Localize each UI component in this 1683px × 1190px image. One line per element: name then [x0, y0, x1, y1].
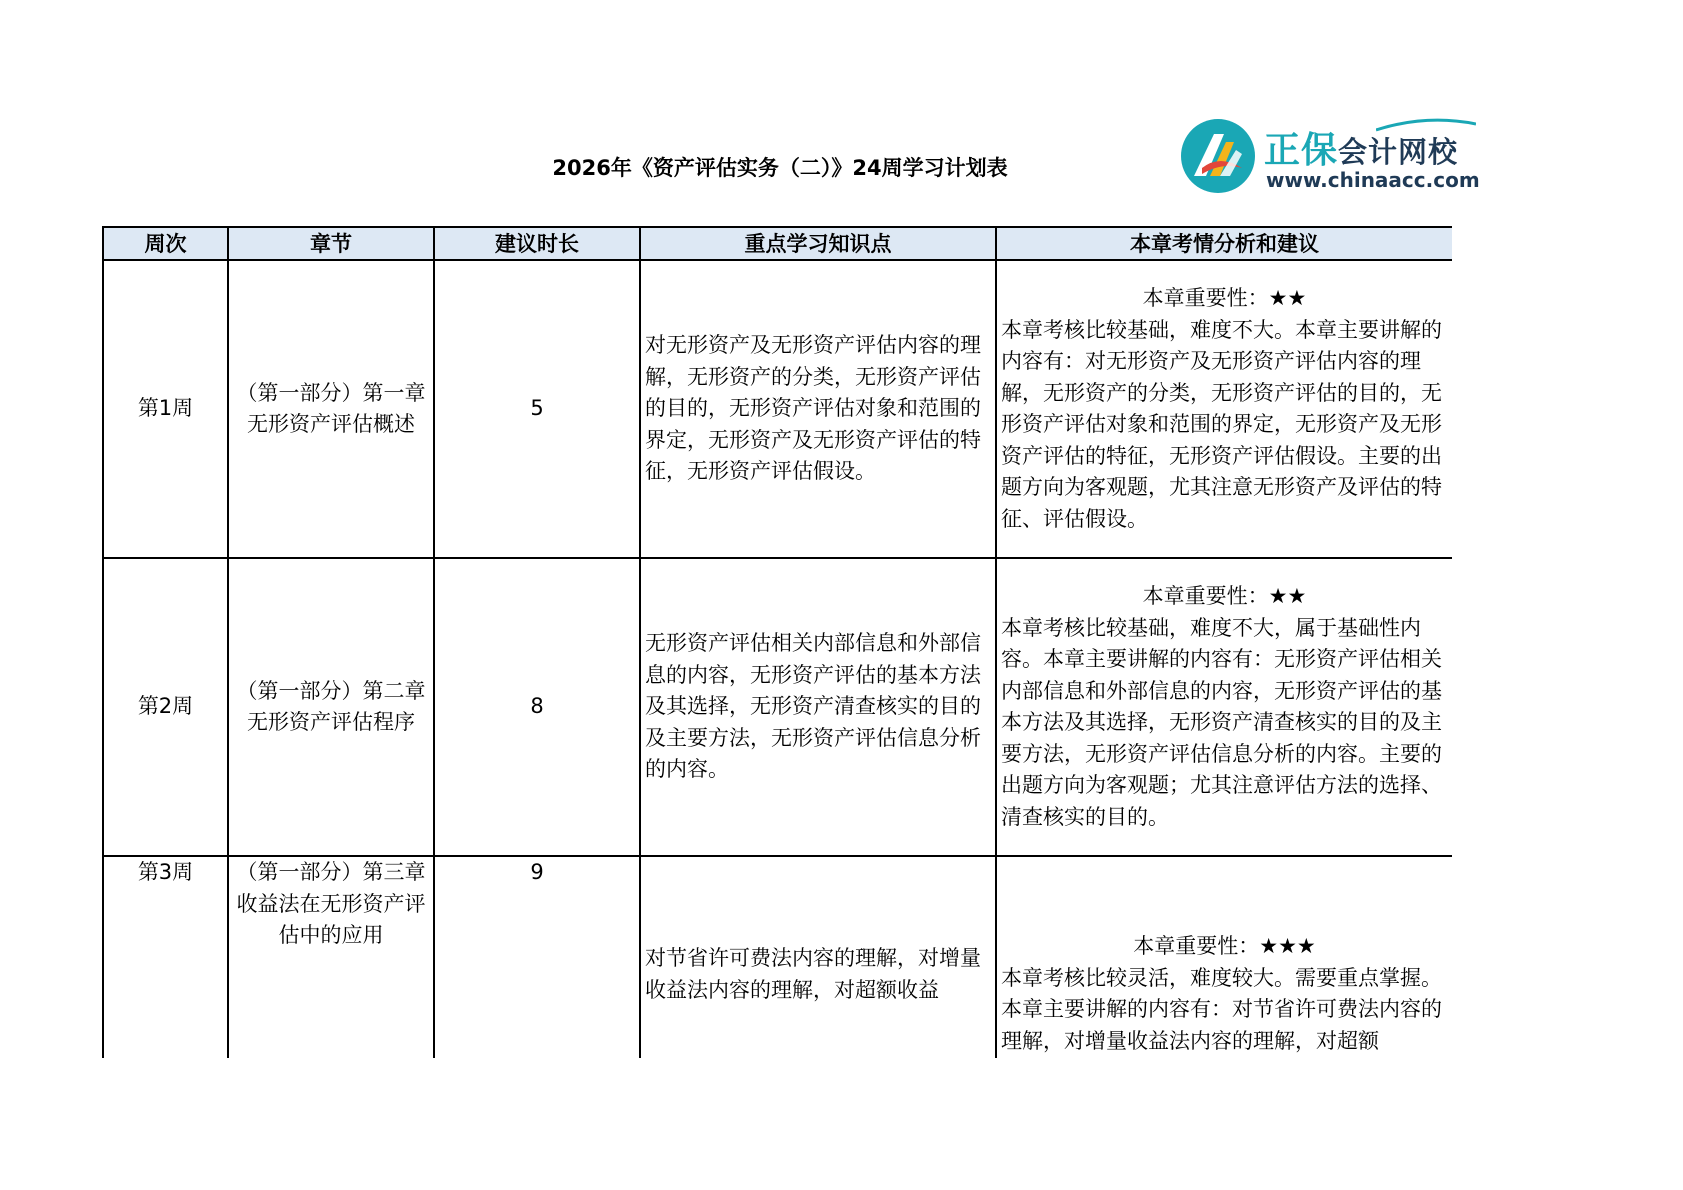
study-plan-sheet — [102, 226, 1452, 1058]
analysis-text: 本章考核比较灵活，难度较大。需要重点掌握。本章主要讲解的内容有：对节省许可费法内容的理解，对增量收益法内容的理解，对超额 — [1001, 965, 1442, 1053]
logo-url: www.chinaacc.com — [1266, 168, 1480, 192]
page-title: 2026年《资产评估实务（二）》24周学习计划表 — [552, 156, 1008, 180]
logo-brand-primary: 正保 — [1264, 130, 1339, 171]
chapter-cell: （第一部分）第一章 无形资产评估概述 — [228, 260, 434, 558]
analysis-cell — [996, 856, 1452, 1058]
header-hours: 建议时长 — [434, 227, 640, 260]
study-plan-table — [102, 226, 1452, 1058]
analysis-text: 本章考核比较基础，难度不大，属于基础性内容。本章主要讲解的内容有：无形资产评估相关内部信息和外部信息的内容，无形资产评估的基本方法及其选择，无形资产清查核实的目的及主要方法，无形资产评估信息分析的内容。主要的出题方向为客观题；尤其注意评估方法的选择、清查核实的目的。 — [1001, 615, 1442, 829]
analysis-text: 本章考核比较基础，难度不大。本章主要讲解的内容有：对无形资产及无形资产评估内容的理解，无形资产的分类，无形资产评估的目的，无形资产评估对象和范围的界定，无形资产及无形资产评估的特征，无形资产评估假设。主要的出题方向为客观题，尤其注意无形资产及评估的特征、评估假设。 — [1001, 317, 1442, 531]
points-cell: 对无形资产及无形资产评估内容的理解，无形资产的分类，无形资产评估的目的，无形资产评估对象和范围的界定，无形资产及无形资产评估的特征，无形资产评估假设。 — [640, 260, 996, 558]
header-points: 重点学习知识点 — [640, 227, 996, 260]
logo-swoosh-icon — [1376, 118, 1476, 132]
table-row — [103, 856, 1452, 1058]
importance-rating: 本章重要性：★★ — [1142, 286, 1307, 310]
chinaacc-logo — [1180, 118, 1480, 198]
table-row — [103, 260, 1452, 558]
chapter-cell: （第一部分）第三章 收益法在无形资产评估中的应用 — [228, 856, 434, 1058]
importance-rating: 本章重要性：★★ — [1142, 584, 1307, 608]
points-cell: 无形资产评估相关内部信息和外部信息的内容，无形资产评估的基本方法及其选择，无形资产清查核实的目的及主要方法，无形资产评估信息分析的内容。 — [640, 558, 996, 856]
logo-brand-secondary: 会计网校 — [1338, 135, 1459, 169]
logo-emblem-icon — [1180, 118, 1256, 194]
table-header-row — [103, 227, 1452, 260]
week-cell: 第2周 — [103, 558, 228, 856]
chapter-cell: （第一部分）第二章 无形资产评估程序 — [228, 558, 434, 856]
hours-cell: 5 — [434, 260, 640, 558]
analysis-cell — [996, 558, 1452, 856]
points-cell: 对节省许可费法内容的理解，对增量收益法内容的理解，对超额收益 — [640, 856, 996, 1058]
header-week: 周次 — [103, 227, 228, 260]
importance-rating: 本章重要性：★★★ — [1133, 934, 1316, 958]
analysis-cell — [996, 260, 1452, 558]
table-row — [103, 558, 1452, 856]
week-cell: 第1周 — [103, 260, 228, 558]
hours-cell: 9 — [434, 856, 640, 1058]
hours-cell: 8 — [434, 558, 640, 856]
header-analysis: 本章考情分析和建议 — [996, 227, 1452, 260]
header-chapter: 章节 — [228, 227, 434, 260]
week-cell: 第3周 — [103, 856, 228, 1058]
